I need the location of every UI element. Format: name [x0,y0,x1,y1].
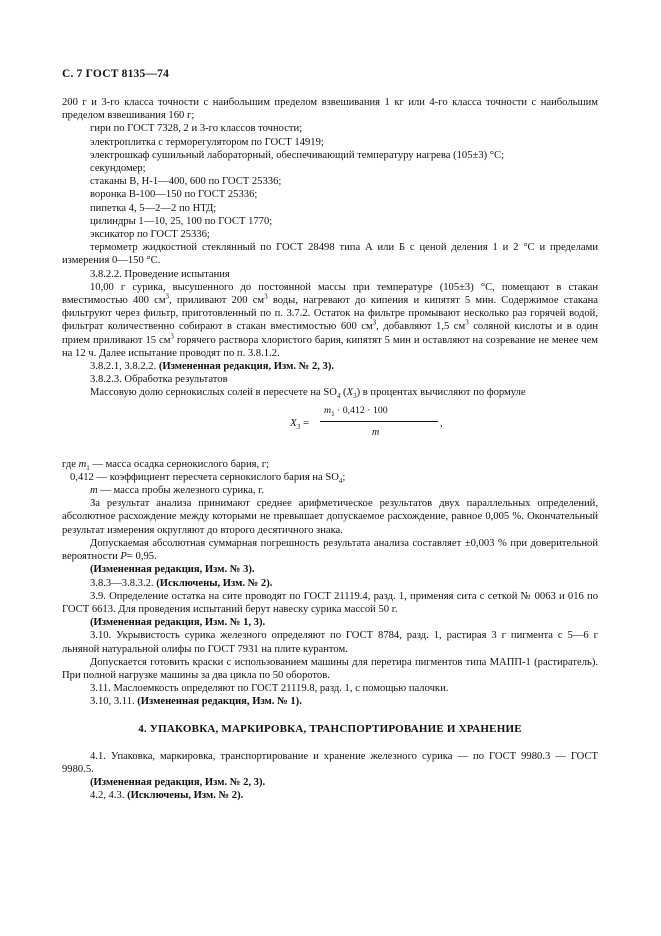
paragraph: 10,00 г сурика, высушенного до постоянной массы при температуре (105±3) °С, помещают в стакан вместимостью 400 $см^3$, приливают 200 $см^3$ воды, нагревают до кипения и кипятят 5 мин. Содержимое стакана фильтруют через фильтр, приготовленный по п. 3.7.2. Остаток на фильтре промывают несколько раз горячей водой, фильтрат количественно собирают в стакан вместимостью 600 $см^3$, добавляют 1,5 $см^3$ соляной кислоты и в один прием приливают 15 $см^3$ горячего раствора хлористого бария, кипятят 5 мин и оставляют на созревание не менее чем на 12 ч. Далее испытание проводят по п. 3.8.1.2. [62,281,599,359]
paragraph: Массовую долю сернокислых солей в пересчете на $SO_4$ $(X_3)$ в процентах вычисляют по формуле [90,387,526,401]
paragraph: Допускаемая абсолютная суммарная погрешность результата анализа составляет ±0,003 % при доверительной вероятности P= 0,95. [62,537,598,563]
paragraph: Допускается готовить краски с использованием машины для перетира пигментов типа МАПП-1 (растиратель). При полной нагрузке машины за два цикла по 50 оборотов. [62,656,598,681]
amendment-note: (Измененная редакция, Изм. № 2, 3). [90,777,266,789]
subsection-heading: 3.8.2.2. Проведение испытания [90,268,230,280]
fraction-bar [320,421,438,422]
page-header: С. 7 ГОСТ 8135—74 [62,68,170,80]
paragraph: электрошкаф сушильный лабораторный, обеспечивающий температуру нагрева (105±3) °С; [90,149,505,161]
paragraph: электроплитка с терморегулятором по ГОСТ 14919; [90,136,324,148]
formula: $X_3$ = $m_1 \cdot 0,412 \cdot 100$ m , [290,404,443,438]
document-body [62,96,598,803]
amendment-note: 3.8.2.1, 3.8.2.2. (Измененная редакция, Изм. № 2, 3). [90,361,335,373]
amendment-note: (Измененная редакция, Изм. № 1, 3). [90,617,266,629]
paragraph: цилиндры 1—10, 25, 100 по ГОСТ 1770; [90,215,273,227]
legend-line: 0,412 — коэффициент пересчета сернокислого бария на $SO_4$; [70,471,346,485]
paragraph: воронка В-100—150 по ГОСТ 25336; [90,189,258,201]
section-title: 4. УПАКОВКА, МАРКИРОВКА, ТРАНСПОРТИРОВАНИЕ И ХРАНЕНИЕ [138,722,522,735]
amendment-note: (Измененная редакция, Изм. № 3). [90,564,255,576]
paragraph: 3.11. Маслоемкость определяют по ГОСТ 21119.8, разд. 1, с помощью палочки. [90,683,449,695]
amendment-note: 4.2, 4.3. (Исключены, Изм. № 2). [90,790,244,802]
amendment-note: 3.8.3—3.8.3.2. (Исключены, Изм. № 2). [90,577,273,589]
formula-numerator: $m_1 \cdot 0,412 \cdot 100$ [324,404,388,418]
paragraph: 3.9. Определение остатка на сите проводят по ГОСТ 21119.4, разд. 1, применяя сита с сеткой № 0063 и 016 по ГОСТ 6613. Для проведения испытаний берут навеску сурика массой 50 г. [62,590,598,615]
paragraph: стаканы В, Н-1—400, 600 по ГОСТ 25336; [90,176,282,188]
paragraph: За результат анализа принимают среднее арифметическое результатов двух параллельных определений, абсолютное расхождение между которыми не превышает допускаемое расхождение, равное 0,005 %. Окончательный результат измерения округляют до второго десятичного знака. [62,498,598,536]
amendment-note: 3.10, 3.11. (Измененная редакция, Изм. № 1). [90,696,302,708]
paragraph: гири по ГОСТ 7328, 2 и 3-го классов точности; [90,123,303,135]
subsection-heading: 3.8.2.3. Обработка результатов [90,374,228,386]
paragraph: секундомер; [90,163,146,175]
legend-line: m — масса пробы железного сурика, г. [90,485,264,497]
paragraph: 4.1. Упаковка, маркировка, транспортирование и хранение железного сурика — по ГОСТ 9980.3 — ГОСТ 9980.5. [62,750,598,775]
paragraph: эксикатор по ГОСТ 25336; [90,229,210,241]
paragraph: термометр жидкостной стеклянный по ГОСТ 28498 типа А или Б с ценой деления 1 и 2 °С и пределами измерения 0—150 °С. [62,242,598,267]
formula-denominator: m [372,426,380,438]
legend-line: где $m_1$ — масса осадка сернокислого бария, г; [62,458,270,472]
paragraph: пипетка 4, 5—2—2 по НТД; [90,202,217,214]
paragraph: 200 г и 3-го класса точности с наибольшим пределом взвешивания 1 кг или 4-го класса точности с наибольшим пределом взвешивания 160 г; [62,97,598,122]
paragraph: 3.10. Укрывистость сурика железного определяют по ГОСТ 8784, разд. 1, растирая 3 г пигмента с 5—6 г льняной натуральной олифы по ГОСТ 7931 на плите курантом. [62,630,598,655]
